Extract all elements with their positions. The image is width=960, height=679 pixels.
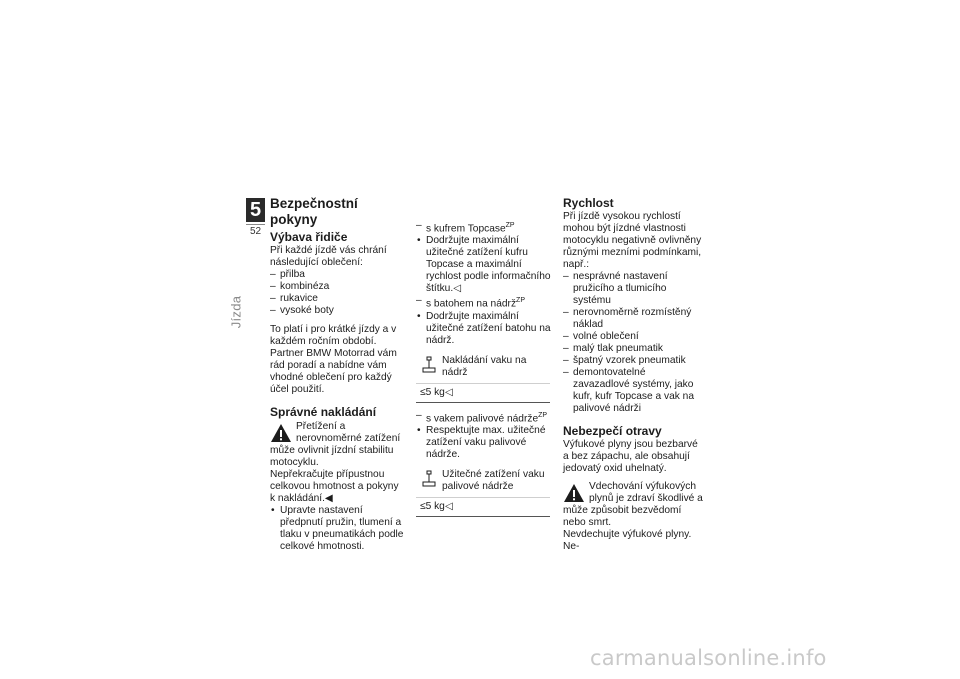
tankbag-steps (416, 311, 552, 347)
list-item: • Respektujte max. užitečné zatížení vaku palivové nádrže. (416, 425, 552, 461)
fuelbag-steps (416, 425, 552, 461)
watermark-text: carmanualsonline.info (590, 646, 827, 670)
heading-correct-loading: Správné nakládání (270, 405, 377, 419)
list-item: – vysoké boty (270, 305, 406, 317)
list-item: – s vakem palivové nádrže$^{ZP}$ (416, 410, 552, 425)
exhaust-warning-instruction: Nevdechujte výfukové plyny. Ne- (563, 529, 692, 552)
fuelbag-condition (416, 410, 552, 425)
list-item: • Dodržujte maximální užitečné zatížení kufru Topcase a maximální rychlost podle informačního štítku.◁ (416, 235, 552, 295)
list-item: – přilba (270, 269, 406, 281)
list-item: – s batohem na nádrž$^{ZP}$ (416, 295, 552, 310)
loading-warning-instruction: Nepřekračujte přípustnou celkovou hmotnost a pokyny k nakládání.◀ (270, 469, 399, 504)
spec-value: ≤5 kg◁ (420, 501, 453, 513)
chapter-side-label: Jízda (228, 295, 244, 329)
spec-title: Nakládání vaku na nádrž (442, 354, 527, 378)
list-item: – kombinéza (270, 281, 406, 293)
warning-triangle-icon (270, 423, 292, 443)
spec-box-fuelbag (416, 466, 550, 517)
rider-note: To platí i pro krátké jízdy a v každém ročním období. Partner BMW Motorrad vám rád poradí a nabídne vám vhodné oblečení pro každý účel použití. (270, 324, 397, 395)
chapter-number-tab: 5 (246, 198, 265, 222)
chapter-divider (246, 224, 265, 225)
warning-triangle-icon (563, 483, 585, 503)
loading-warning-text: Přetížení a nerovnoměrné zatížení může ovlivnit jízdní stabilitu motocyklu. (270, 421, 401, 468)
speed-conditions-list (563, 271, 703, 415)
spec-title: Užitečné zatížení vaku palivové nádrže (442, 469, 545, 493)
heading-rider-equipment: Výbava řidiče (270, 230, 348, 244)
loading-warning (270, 421, 406, 505)
heading-poisoning-danger: Nebezpečí otravy (563, 424, 662, 438)
weight-scale-icon (421, 470, 437, 488)
topcase-steps (416, 235, 552, 295)
list-item: • Dodržujte maximální užitečné zatížení batohu na nádrž. (416, 311, 552, 347)
speed-intro: Při jízdě vysokou rychlostí mohou být jízdné vlastnosti motocyklu negativně ovlivněny různými mezními podmínkami, např.: (563, 211, 702, 270)
spec-value: ≤5 kg◁ (420, 386, 453, 398)
section-title: Bezpečnostní pokyny (270, 196, 358, 227)
list-item: – malý tlak pneumatik (563, 343, 703, 355)
list-item: – s kufrem Topcase$^{ZP}$ (416, 220, 552, 235)
page-number: 52 (249, 226, 262, 237)
topcase-condition (416, 220, 552, 235)
weight-scale-icon (421, 356, 437, 374)
spec-box-tankbag (416, 352, 550, 403)
list-item: – rukavice (270, 293, 406, 305)
rider-equipment-list (270, 269, 406, 317)
rider-intro: Při každé jízdě vás chrání následující oblečení: (270, 245, 387, 268)
exhaust-intro: Výfukové plyny jsou bezbarvé a bez zápachu, ale obsahují jedovatý oxid uhelnatý. (563, 439, 698, 474)
exhaust-warning (563, 481, 703, 553)
list-item: – nesprávné nastavení pružicího a tlumicího systému (563, 271, 703, 307)
list-item: • Upravte nastavení předpnutí pružin, tlumení a tlaku v pneumatikách podle celkové hmotnosti. (270, 505, 406, 553)
heading-speed: Rychlost (563, 196, 614, 210)
list-item: – špatný vzorek pneumatik (563, 355, 703, 367)
list-item: – demontovatelné zavazadlové systémy, jako kufr, kufr Topcase a vak na palivové nádrži (563, 367, 703, 415)
exhaust-warning-text: Vdechování výfukových plynů je zdraví škodlivé a může způsobit bezvědomí nebo smrt. (563, 481, 703, 528)
loading-steps (270, 505, 406, 553)
continued-text-spacer (416, 196, 552, 220)
column-3 (563, 196, 703, 553)
column-2 (416, 196, 552, 524)
list-item: – nerovnoměrně rozmístěný náklad (563, 307, 703, 331)
list-item: – volné oblečení (563, 331, 703, 343)
column-1 (270, 196, 406, 553)
tankbag-condition (416, 295, 552, 310)
